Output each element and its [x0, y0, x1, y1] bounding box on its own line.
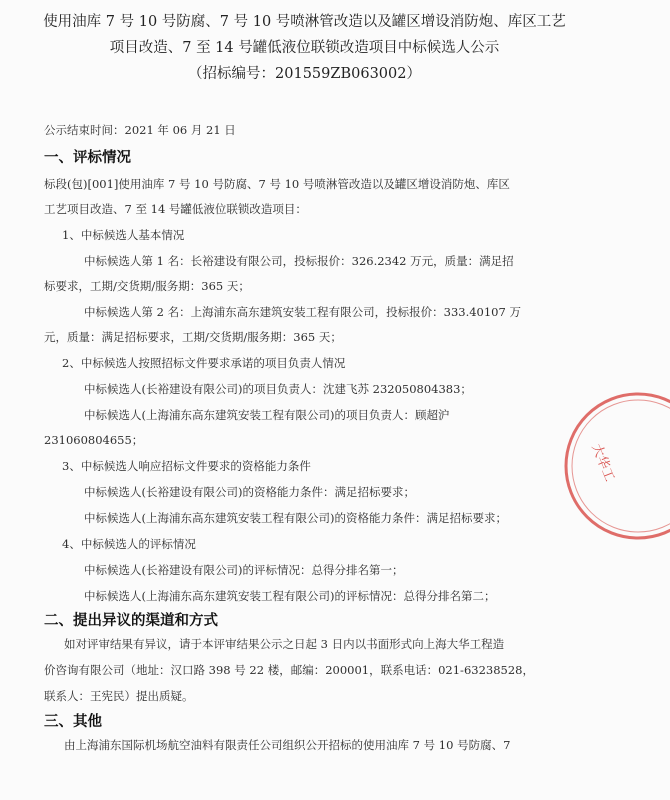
seal-inner-ring — [572, 400, 670, 532]
candidate-1-basic-line-2: 标要求，工期/交货期/服务期：365 天； — [44, 279, 250, 293]
candidate-2-evaluation-result: 中标候选人(上海浦东高东建筑安装工程有限公司)的评标情况：总得分排名第二； — [84, 589, 496, 603]
document-title-line-2: 项目改造、7 至 14 号罐低液位联锁改造项目中标候选人公示 — [109, 40, 500, 56]
candidate-1-evaluation-result: 中标候选人(长裕建设有限公司)的评标情况：总得分排名第一； — [84, 563, 404, 577]
seal-text: 大华工 — [588, 441, 617, 484]
announce-end-date: 公示结束时间：2021 年 06 月 21 日 — [44, 123, 236, 137]
objection-line-3: 联系人：王宪民）提出质疑。 — [44, 689, 194, 703]
objection-line-2: 价咨询有限公司（地址：汉口路 398 号 22 楼，邮编：200001，联系电话：021-63238528， — [44, 663, 534, 677]
document-title-line-1: 使用油库 7 号 10 号防腐、7 号 10 号喷淋管改造以及罐区增设消防炮、库区工艺 — [43, 14, 566, 30]
tender-number: （招标编号：201559ZB063002） — [188, 66, 421, 82]
company-seal-stamp — [560, 388, 670, 548]
candidate-2-basic-line-2: 元，质量：满足招标要求，工期/交货期/服务期：365 天； — [44, 330, 342, 344]
subsection-heading-candidates: 1、中标候选人基本情况 — [62, 228, 185, 242]
subsection-heading-project-leaders: 2、中标候选人按照招标文件要求承诺的项目负责人情况 — [62, 356, 346, 370]
candidate-1-qualification: 中标候选人(长裕建设有限公司)的资格能力条件：满足招标要求； — [84, 485, 415, 499]
subsection-heading-evaluation-result: 4、中标候选人的评标情况 — [62, 537, 196, 551]
subsection-heading-qualification: 3、中标候选人响应招标文件要求的资格能力条件 — [62, 459, 311, 473]
section-heading-evaluation: 一、评标情况 — [44, 150, 131, 166]
section-heading-objection: 二、提出异议的渠道和方式 — [44, 613, 218, 629]
objection-line-1: 如对评审结果有异议，请于本评审结果公示之日起 3 日内以书面形式向上海大华工程造 — [64, 637, 505, 651]
section-heading-other: 三、其他 — [44, 714, 102, 730]
candidate-2-project-leader-line-1: 中标候选人(上海浦东高东建筑安装工程有限公司)的项目负责人：顾超沪 — [84, 408, 450, 422]
section-1-intro-line-1: 标段(包)[001]使用油库 7 号 10 号防腐、7 号 10 号喷淋管改造以及罐区增设消防炮、库区 — [44, 177, 510, 191]
candidate-2-project-leader-line-2: 231060804655； — [44, 433, 144, 447]
candidate-2-basic-line-1: 中标候选人第 2 名：上海浦东高东建筑安装工程有限公司，投标报价：333.40107 万 — [84, 305, 521, 319]
other-line-1: 由上海浦东国际机场航空油料有限责任公司组织公开招标的使用油库 7 号 10 号防腐、7 — [64, 738, 511, 752]
section-1-intro-line-2: 工艺项目改造、7 至 14 号罐低液位联锁改造项目： — [44, 202, 307, 216]
candidate-1-project-leader: 中标候选人(长裕建设有限公司)的项目负责人：沈建飞苏 232050804383； — [84, 382, 472, 396]
seal-ring — [566, 394, 670, 538]
candidate-2-qualification: 中标候选人(上海浦东高东建筑安装工程有限公司)的资格能力条件：满足招标要求； — [84, 511, 507, 525]
candidate-1-basic-line-1: 中标候选人第 1 名：长裕建设有限公司，投标报价：326.2342 万元，质量：满足招 — [84, 254, 514, 268]
